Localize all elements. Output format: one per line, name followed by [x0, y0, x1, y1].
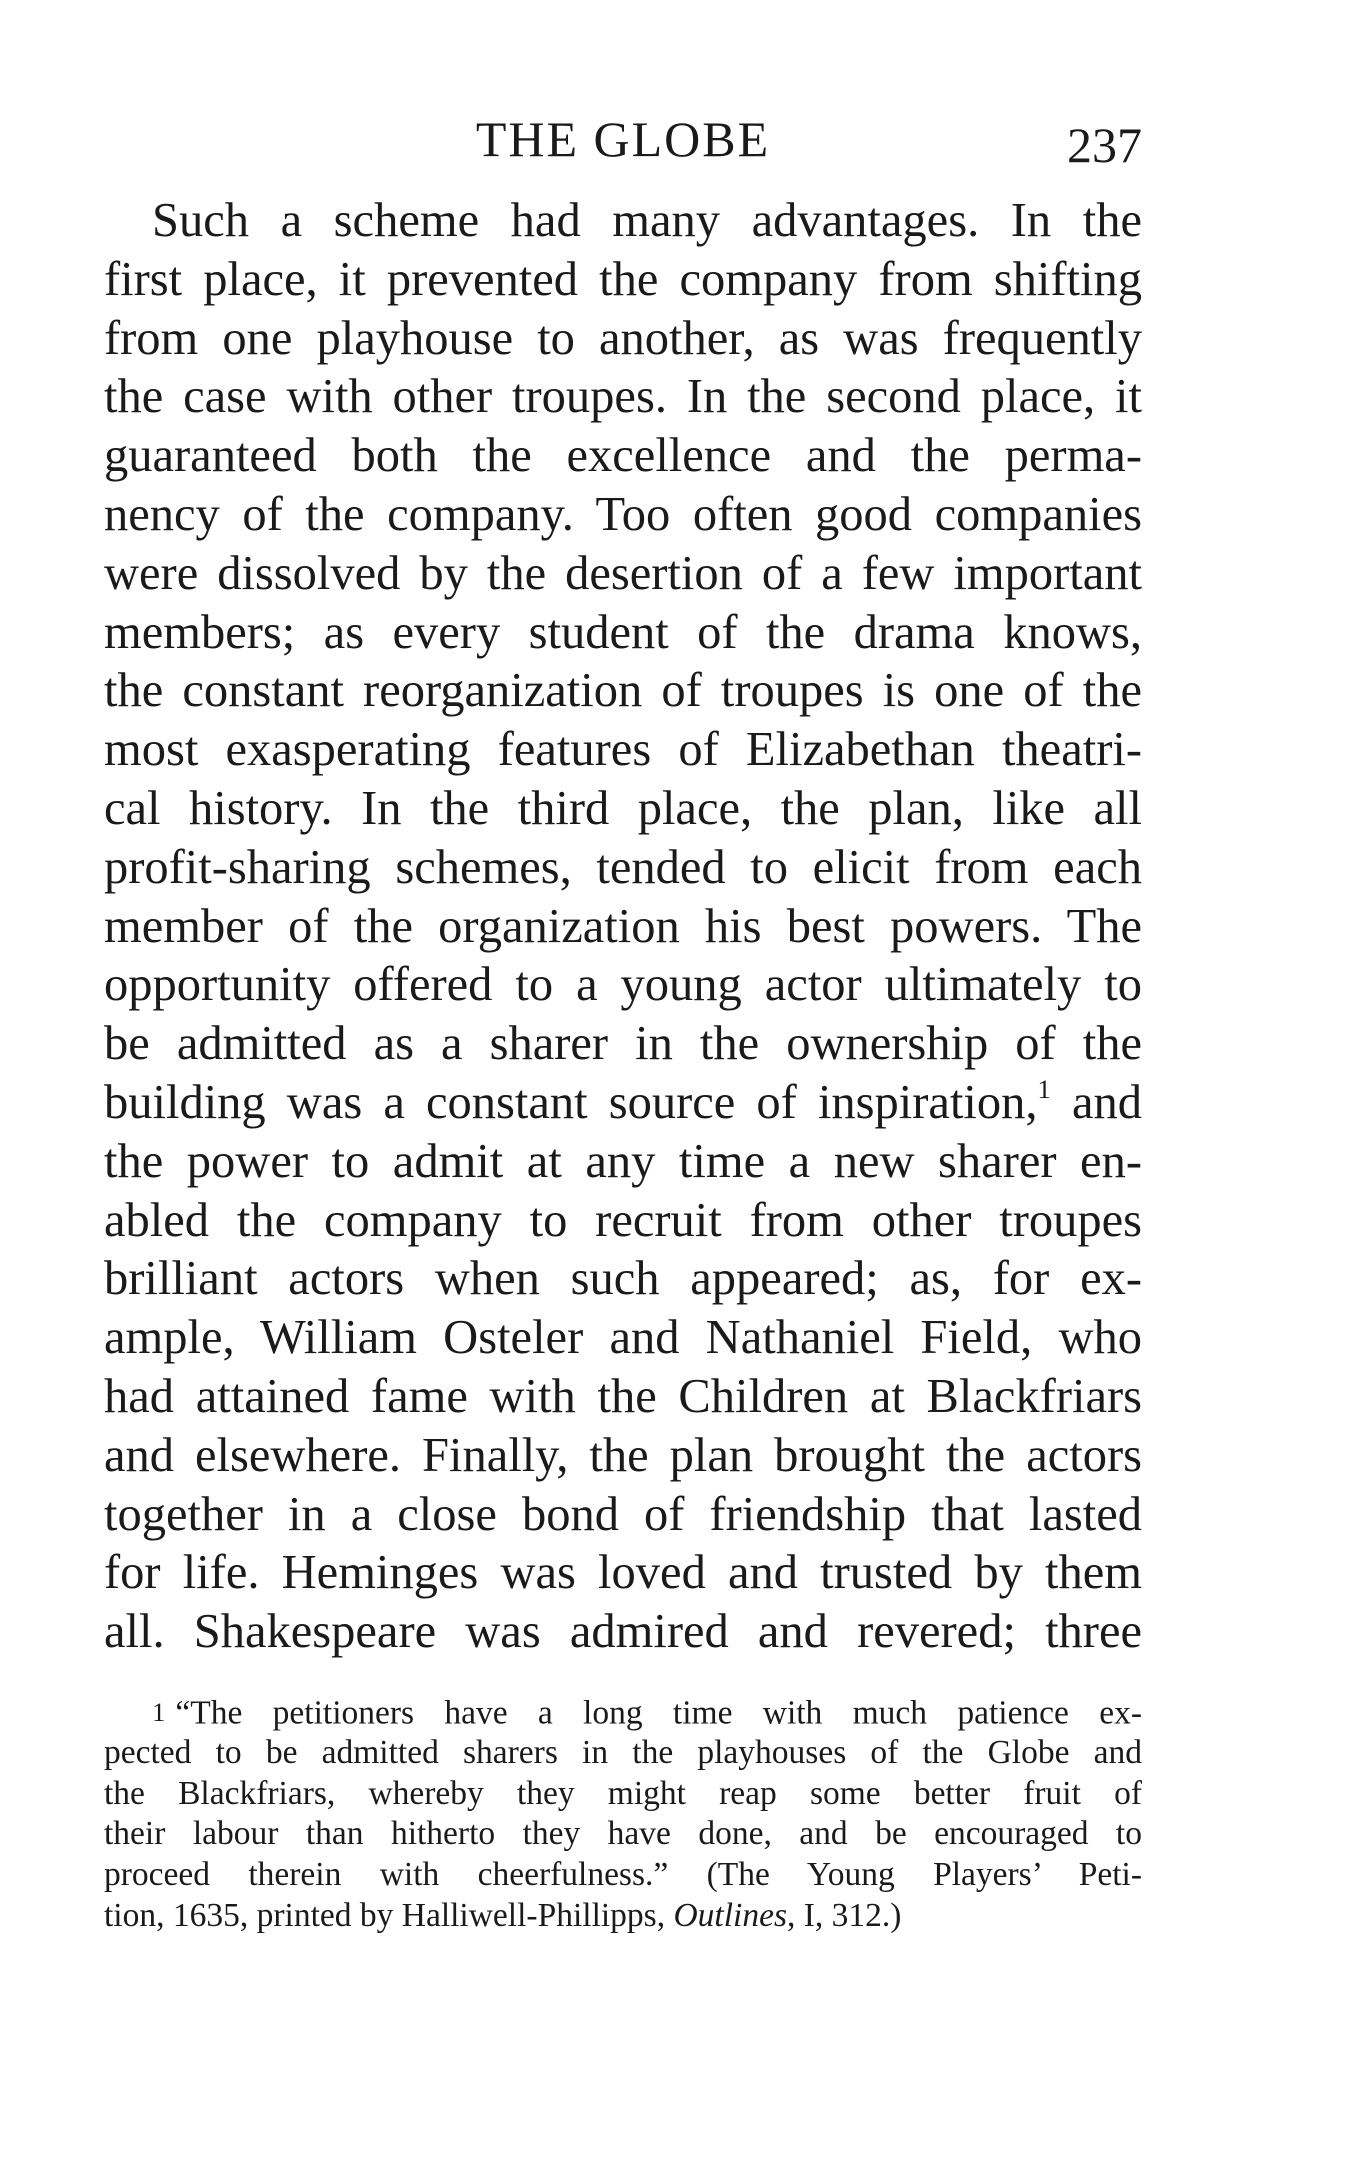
footnote-line [104, 1896, 1142, 1937]
text-line: be admitted as a sharer in the ownership of the [104, 1017, 1142, 1071]
text-line: abled the company to recruit from other troupes [104, 1193, 1142, 1247]
footnote-line [104, 1692, 1142, 1733]
text-line: cal history. In the third place, the plan, like all [104, 781, 1142, 835]
text-line: members; as every student of the drama knows, [104, 605, 1142, 659]
text-line: for life. Heminges was loved and trusted by them [104, 1546, 1142, 1600]
text-line: opportunity offered to a young actor ultimately to [104, 958, 1142, 1012]
text-line: member of the organization his best powers. The [104, 899, 1142, 953]
footnote [104, 1692, 1142, 1937]
text-line: the case with other troupes. In the second place, it [104, 370, 1142, 424]
footnote-cited-title: Outlines [673, 1896, 787, 1934]
text-line: the power to admit at any time a new sharer en- [104, 1134, 1142, 1188]
body-text [104, 192, 1142, 1662]
footnote-text: tion, 1635, printed by Halliwell-Phillipps, [104, 1896, 674, 1934]
text-line: brilliant actors when such appeared; as, for ex- [104, 1252, 1142, 1306]
text-line: most exasperating features of Elizabethan theatri- [104, 723, 1142, 777]
footnote-marker: 1 [152, 1697, 166, 1727]
text-line: profit-sharing schemes, tended to elicit from each [104, 840, 1142, 894]
text-line: Such a scheme had many advantages. In the [152, 194, 1142, 247]
footnote-line: proceed therein with cheerfulness.” (The Young Players’ Peti- [104, 1856, 1142, 1894]
chapter-title: THE GLOBE [475, 111, 771, 167]
footnote-text: , I, 312.) [787, 1896, 902, 1934]
footnote-line: pected to be admitted sharers in the playhouses of the Globe and [104, 1733, 1142, 1771]
footnote-line: the Blackfriars, whereby they might reap some better fruit of [104, 1774, 1142, 1812]
text-line: from one playhouse to another, as was frequently [104, 311, 1142, 365]
footnote-reference: 1 [1037, 1073, 1051, 1104]
running-head [104, 104, 1142, 174]
text-line-part: and [1050, 1075, 1143, 1129]
text-line: the constant reorganization of troupes is one of the [104, 664, 1142, 718]
text-line: nency of the company. Too often good companies [104, 487, 1142, 541]
text-line: had attained fame with the Children at Blackfriars [104, 1369, 1142, 1423]
text-line: guaranteed both the excellence and the perma- [104, 429, 1142, 483]
page-number: 237 [1067, 117, 1142, 173]
text-line: all. Shakespeare was admired and revered; three [104, 1605, 1142, 1659]
text-line-with-footnote-ref [104, 1074, 1142, 1133]
text-line: and elsewhere. Finally, the plan brought the actors [104, 1428, 1142, 1482]
text-line: were dissolved by the desertion of a few important [104, 546, 1142, 600]
text-line: first place, it prevented the company from shifting [104, 252, 1142, 306]
text-line: together in a close bond of friendship that lasted [104, 1487, 1142, 1541]
footnote-line: their labour than hitherto they have done, and be encouraged to [104, 1815, 1142, 1853]
footnote-text: “The petitioners have a long time with much patience ex- [175, 1694, 1142, 1732]
text-line-part: building was a constant source of inspiration, [104, 1075, 1038, 1129]
text-line: ample, William Osteler and Nathaniel Field, who [104, 1311, 1142, 1365]
